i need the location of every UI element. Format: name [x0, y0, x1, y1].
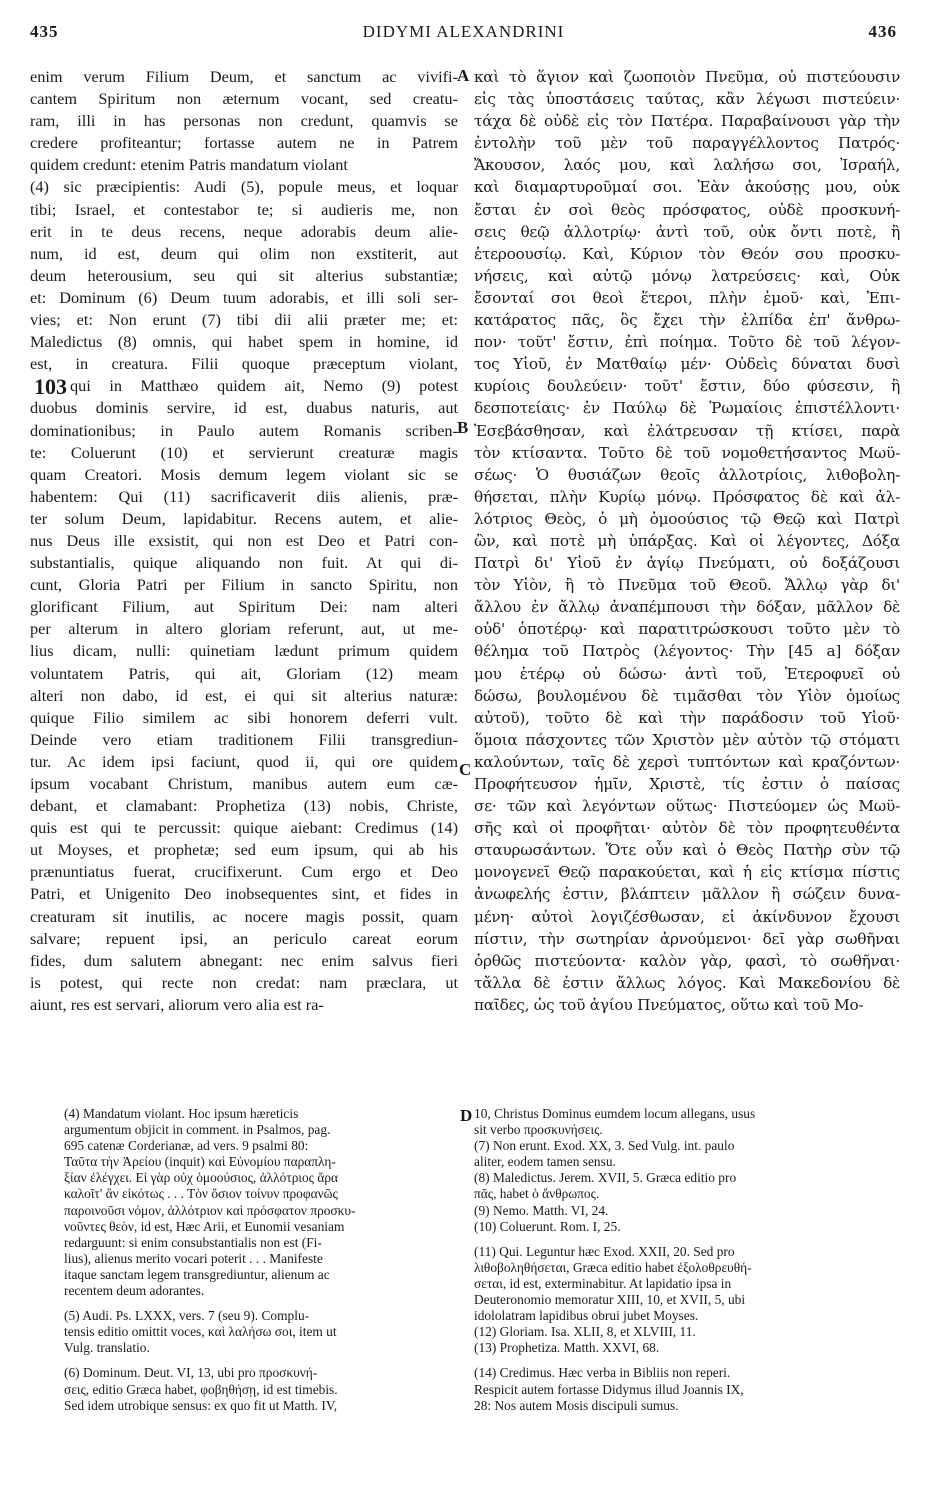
footnotes-right [474, 1106, 894, 1414]
latin-line: nus Deus ille exsistit, qui non est Deo et Patri con- [30, 530, 458, 550]
latin-line: credere profiteantur; fortasse autem ne in Patrem [30, 133, 458, 153]
greek-line: πον· τοῦτ' ἔστιν, ἐπὶ ποίημα. Τοῦτο δὲ τοῦ λέγον- [474, 333, 900, 352]
greek-line: ἄλλου ἐν ἄλλῳ ἀναπέμπουσι τὴν δόξαν, μᾶλλον δὲ [474, 598, 900, 617]
footnote-line: (14) Credimus. Hæc verba in Bibliis non reperi. [474, 1365, 731, 1381]
footnote-line: (6) Dominum. Deut. VI, 13, ubi pro προσκυνή- [64, 1365, 318, 1381]
margin-marker-b: B [457, 418, 469, 437]
greek-line: ἔσται ἐν σοὶ θεὸς πρόσφατος, οὐδὲ προσκυνή- [474, 200, 900, 219]
latin-column [30, 66, 458, 1016]
footnote-line: argumentum objicit in comment. in Psalmos, pag. [64, 1122, 331, 1138]
footnote-line: (8) Maledictus. Jerem. XVII, 5. Græca editio pro [474, 1170, 737, 1186]
footnote-line: aliter, eodem tamen sensu. [474, 1154, 616, 1170]
greek-line: ἔσονταί σοι θεοὶ ἕτεροι, πλὴν ἐμοῦ· καὶ, Ἐπι- [474, 288, 900, 307]
latin-line: debant, et clamabant: Prophetiza (13) nobis, Christe, [30, 796, 458, 816]
greek-line: παῖδες, ὡς τοῦ ἁγίου Πνεύματος, οὕτω καὶ τοῦ Μο- [474, 995, 864, 1014]
greek-line: θέλημα τοῦ Πατρὸς (λέγοντος· Τὴν [45 a] δόξαν [474, 642, 900, 661]
footnote-line: λιθοβοληθήσεται, Græca editio habet ἐξολοθρευθή- [474, 1259, 752, 1275]
footnote-line: Vulg. translatio. [64, 1340, 150, 1356]
footnote-line: καλοῖτ' ἂν εἰκότως . . . Τὸν ὅσιον τοίνυν προφανῶς [64, 1186, 338, 1202]
latin-line: ipsum vocabant Christum, manibus autem eum cæ- [30, 774, 458, 793]
footnote-line: Ταῦτα τὴν Ἀρείου (inquit) καὶ Εὐνομίου παραπλη- [64, 1154, 336, 1170]
greek-line: καλούντων, ταῖς δὲ χερσὶ τυπτόντων καὶ κραζόντων· [474, 752, 900, 771]
footnote-line: lius), alienus merito vocari poterit . . . Manifeste [64, 1250, 323, 1266]
footnote-line: 695 catenæ Corderianæ, ad vers. 9 psalmi 80: [64, 1138, 309, 1154]
greek-line: σε· τῶν καὶ λεγόντων οὕτως· Πιστεύομεν ὡς Μωϋ- [474, 797, 900, 816]
footnote-line: (10) Coluerunt. Rom. I, 25. [474, 1218, 621, 1234]
latin-line: deum heterousium, seu qui sit alterius substantiæ; [30, 265, 458, 285]
greek-line: σέως· Ὁ θυσιάζων θεοῖς ἀλλοτρίοις, λιθοβολη- [474, 465, 900, 484]
footnotes-left [64, 1106, 450, 1414]
footnote-line: (4) Mandatum violant. Hoc ipsum hæreticis [64, 1106, 299, 1121]
greek-line: καὶ τὸ ἅγιον καὶ ζωοποιὸν Πνεῦμα, οὐ πιστεύουσιν [474, 68, 900, 86]
footnote-line: (12) Gloriam. Isa. XLII, 8, et XLVIII, 11. [474, 1324, 696, 1340]
footnote-line: tensis editio omittit voces, καὶ λαλήσω σοι, item ut [64, 1324, 337, 1340]
greek-line: ἀνωφελής ἐστιν, βλάπτειν μᾶλλον ἢ σώζειν δυνα- [474, 885, 900, 904]
greek-line: εἰς τὰς ὑποστάσεις ταύτας, κἂν λέγωσι πιστεύειν· [474, 90, 900, 109]
greek-line: πίστιν, τὴν σωτηρίαν ἀρνούμενοι· δεῖ γὰρ σωθῆναι [474, 929, 900, 948]
latin-line: enim verum Filium Deum, et sanctum ac vivifi- [30, 67, 458, 86]
latin-line: dominationibus; in Paulo autem Romanis scriben- [30, 420, 458, 440]
footnote-line: Deuteronomio memoratur XIII, 10, et XVII, 5, ubi [474, 1292, 746, 1308]
footnote-line: Respicit autem fortasse Didymus illud Joannis IX, [474, 1381, 744, 1397]
footnote-line: redarguunt: si enim consubstantialis non est (Fi- [64, 1234, 322, 1250]
footnote-line: recentem deum adorantes. [64, 1283, 205, 1299]
footnote-line [474, 1356, 894, 1365]
latin-line: lius dicam, nulli: quinetiam lædunt primum quidem [30, 641, 458, 661]
latin-line: tibi; Israel, et contestabor te; si audieris me, non [30, 199, 458, 219]
footnote-line: (13) Prophetiza. Matth. XXVI, 68. [474, 1340, 660, 1356]
footnote-line: (9) Nemo. Matth. VI, 24. [474, 1202, 609, 1218]
greek-line: νήσεις, καὶ αὐτῷ μόνῳ λατρεύσεις· καὶ, Οὐκ [474, 266, 900, 285]
latin-line: aiunt, res est servari, aliorum vero alia est ra- [30, 994, 324, 1014]
greek-line: μονογενεῖ Θεῷ παρακούεται, καὶ ἡ εἰς κτίσμα πίστις [474, 863, 900, 882]
footnote-line: itaque sanctam legem transgrediuntur, alienum ac [64, 1266, 330, 1282]
latin-line: ter solum Deum, lapidabitur. Recens autem, et alie- [30, 508, 458, 528]
greek-line: μου ἑτέρῳ οὐ δώσω· ἀντὶ τοῦ, Ἑτεροφυεῖ οὐ [474, 664, 900, 683]
greek-line: Ἄκουσον, λαός μου, καὶ λαλήσω σοι, Ἰσραήλ, [474, 156, 900, 175]
greek-line: σῆς καὶ οἱ προφῆται· αὐτὸν δὲ τὸν προφητευθέντα [474, 819, 900, 838]
greek-line: καὶ διαμαρτυροῦμαί σοι. Ἐὰν ἀκούσῃς μου, οὐκ [474, 178, 900, 197]
latin-line: ut Moyses, et prophetæ; sed eum ipsum, qui ab his [30, 840, 458, 860]
footnote-line: (7) Non erunt. Exod. XX, 3. Sed Vulg. int. paulo [474, 1138, 735, 1154]
latin-line: (4) sic præcipientis: Audi (5), popule meus, et loquar [30, 177, 458, 197]
latin-line: substantialis, quique aliquando non fuit. At qui di- [30, 553, 458, 573]
footnote-line: πᾶς, habet ὁ ἄνθρωπος. [474, 1186, 600, 1202]
footnote-line: παροινοῦσι νόμον, ἀλλότριον καὶ πρόσφατον προσκυ- [64, 1202, 356, 1218]
greek-line: μένη· αὐτοὶ λογιζέσθωσαν, εἰ ἀκίνδυνον ἔχουσι [474, 907, 900, 926]
greek-line: σταυρωσάντων. Ὅτε οὖν καὶ ὁ Θεὸς Πατὴρ σὺν τῷ [474, 841, 900, 860]
greek-line: τάχα δὲ οὐδὲ εἰς τὸν Πατέρα. Παραβαίνουσι γὰρ τὴν [474, 112, 900, 131]
greek-line: τἄλλα δὲ ἐστιν ἄλλως λόγος. Καὶ Μακεδονίου δὲ [474, 973, 900, 992]
margin-marker-c: C [459, 760, 472, 779]
greek-line: Προφήτευσον ἡμῖν, Χριστὲ, τίς ἐστιν ὁ παίσας [474, 775, 900, 793]
greek-line: σεις θεῷ ἀλλοτρίῳ· ἀντὶ τοῦ, οὐκ ὄντι ποτὲ, ἢ [474, 222, 900, 241]
page-number-right: 436 [868, 22, 897, 41]
greek-line: ὀρθῶς πιστεύοντα· καλὸν γὰρ, φασὶ, τὸ σωθῆναι· [474, 951, 900, 970]
latin-line: te: Coluerunt (10) et servierunt creaturæ magis [30, 442, 458, 462]
latin-line: creaturam sit inutilis, ac nocere magis possit, quam [30, 906, 458, 926]
page-number-left: 435 [30, 22, 59, 41]
running-header [30, 22, 897, 48]
greek-line: δώσω, βουλομένου δὲ τιμᾶσθαι τὸν Υἱὸν ὁμοίως [474, 686, 900, 705]
footnote-line [474, 1235, 894, 1244]
greek-line: κυρίοις δουλεύειν· τοῦτ' ἔστιν, δύο φύσεσιν, ἢ [474, 377, 900, 396]
footnote-line [64, 1356, 450, 1365]
latin-line: quis est qui te percussit: quique aiebant: Credimus (14) [30, 818, 458, 838]
footnote-line: 10, Christus Dominus eumdem locum allegans, usus [474, 1106, 756, 1121]
latin-line: Deinde vero etiam traditionem Filii transgrediun- [30, 729, 458, 749]
greek-line: λότριος Θεὸς, ὁ μὴ ὁμοούσιος τῷ Θεῷ καὶ Πατρὶ [474, 509, 900, 528]
footnote-line: sit verbo προσκυνήσεις. [474, 1122, 603, 1138]
greek-line: ἐντολὴν τοῦ μὲν τοῦ παραγγέλλοντος Πατρός· [474, 134, 900, 153]
latin-line: erit in te deus recens, neque adorabis deum alie- [30, 221, 458, 241]
greek-line: Ἐσεβάσθησαν, καὶ ἐλάτρευσαν τῇ κτίσει, παρὰ [474, 421, 900, 440]
column-number: 103 [34, 374, 67, 399]
latin-line: fides, dum salutem abnegant: nec enim salvus fieri [30, 950, 458, 970]
latin-line: vies; et: Non erunt (7) tibi dii alii præter me; et: [30, 310, 458, 330]
latin-line: ram, illi in has personas non credunt, quamvis se [30, 111, 458, 131]
greek-line: τος Υἱοῦ, ἐν Ματθαίῳ μέν· Οὐδεὶς δύναται δυσὶ [474, 355, 900, 374]
latin-line: per alterum in altero gloriam referunt, aut, ut me- [30, 619, 458, 639]
latin-line: est, in creatura. Filii quoque præceptum violant, [30, 354, 458, 374]
latin-line: voluntatem Patris, qui ait, Gloriam (12) meam [30, 663, 458, 683]
greek-line: Πατρὶ δι' Υἱοῦ ἐν ἁγίῳ Πνεύματι, οὐ δοξάζουσι [474, 554, 900, 573]
latin-line: quidem credunt: etenim Patris mandatum violant [30, 155, 348, 175]
footnote-line: 28: Nos autem Mosis discipuli sumus. [474, 1397, 679, 1413]
greek-line: τὸν Υἱὸν, ἢ τὸ Πνεῦμα τοῦ Θεοῦ. Ἄλλῳ γὰρ δι' [474, 576, 900, 595]
greek-line: ὅμοια πάσχοντες τῶν Χριστὸν μὲν αὐτὸν τῷ στόματι [474, 730, 900, 749]
footnote-line [64, 1299, 450, 1308]
latin-line: habentem: Qui (11) sacrificaverit diis alienis, præ- [30, 486, 458, 506]
greek-line: οὐδ' ὁποτέρῳ· καὶ παρατιτρώσκουσι τοῦτο μὲν τὸ [474, 620, 900, 639]
greek-line: ἑτεροουσίῳ. Καὶ, Κύριον τὸν Θεόν σου προσκυ- [474, 244, 900, 263]
footnote-line: Sed idem utrobique sensus: ex quo fit ut Matth. IV, [64, 1397, 338, 1413]
latin-line: cunt, Gloria Patri per Filium in sancto Spiritu, non [30, 575, 458, 595]
margin-marker-d: D [460, 1106, 473, 1125]
latin-line: alteri non dabo, id est, ei qui sit alterius naturæ: [30, 685, 458, 705]
footnote-line: idololatram lapidibus obrui jubet Moyses. [474, 1308, 699, 1324]
greek-line: κατάρατος πᾶς, ὃς ἔχει τὴν ἐλπίδα ἐπ' ἄνθρω- [474, 311, 900, 330]
latin-line: cantem Spiritum non æternum vocant, sed creatu- [30, 89, 458, 109]
latin-line: duobus dominis servire, id est, duabus naturis, aut [30, 398, 458, 418]
latin-line: qui in Matthæo quidem ait, Nemo (9) potest [70, 376, 458, 396]
latin-line: num, id est, deum qui olim non exstiterit, aut [30, 243, 458, 263]
footnote-line: σεται, id est, exterminabitur. At lapidatio ipsa in [474, 1275, 732, 1291]
latin-line: Maledictus (8) omnis, qui habet spem in homine, id [30, 332, 458, 352]
footnote-line: νοῦντες θεὸν, id est, Hæc Arii, et Eunomii vesaniam [64, 1218, 345, 1234]
footnote-line: ξίαν ἐλέγχει. Εἰ γὰρ οὐχ ὁμοούσιος, ἀλλότριος ἄρα [64, 1170, 339, 1186]
greek-line: δεσποτείαις· ἐν Παύλῳ δὲ Ῥωμαίοις ἐπιστέλλοντι· [474, 399, 900, 418]
footnote-line: (5) Audi. Ps. LXXX, vers. 7 (seu 9). Complu- [64, 1308, 310, 1324]
running-title: DIDYMI ALEXANDRINI [362, 22, 565, 41]
latin-line: is potest, qui recte non credat: nam præclara, ut [30, 972, 458, 992]
latin-line: salvare; repuent ipsi, an periculo careat eorum [30, 928, 458, 948]
latin-line: Patri, et Unigenito Deo inobsequentes sint, et fides in [30, 884, 458, 904]
greek-line: θήσεται, πλὴν Κυρίῳ μόνῳ. Πρόσφατος δὲ καὶ ἀλ- [474, 487, 900, 506]
footnote-line: σεις, editio Græca habet, φοβηθήσῃ, id est timebis. [64, 1381, 338, 1397]
greek-line: ὢν, καὶ ποτὲ μὴ ὑπάρξας. Καὶ οἱ λέγοντες, Δόξα [474, 531, 900, 550]
latin-line: quique Filio similem ac sibi honorem deferri vult. [30, 707, 458, 727]
greek-column [474, 66, 900, 1016]
greek-line: αὐτοῦ), τοῦτο δὲ καὶ τὴν παράδοσιν τοῦ Υἱοῦ· [474, 708, 900, 727]
latin-line: tur. Ac idem ipsi faciunt, quod ii, qui ore quidem [30, 751, 458, 771]
latin-line: quam Creatori. Mosis demum legem violant sic se [30, 464, 458, 484]
latin-line: glorificant Filium, aut Spiritum Dei: nam alteri [30, 597, 458, 617]
footnote-line: (11) Qui. Leguntur hæc Exod. XXII, 20. Sed pro [474, 1243, 735, 1259]
latin-line: prænuntiatus fuerat, crucifixerunt. Cum ergo et Deo [30, 862, 458, 882]
latin-line: et: Dominum (6) Deum tuum adorabis, et illi soli ser- [30, 287, 458, 307]
greek-line: τὸν κτίσαντα. Τοῦτο δὲ τοῦ νομοθετήσαντος Μωϋ- [474, 443, 900, 462]
margin-marker-a: A [457, 66, 470, 85]
